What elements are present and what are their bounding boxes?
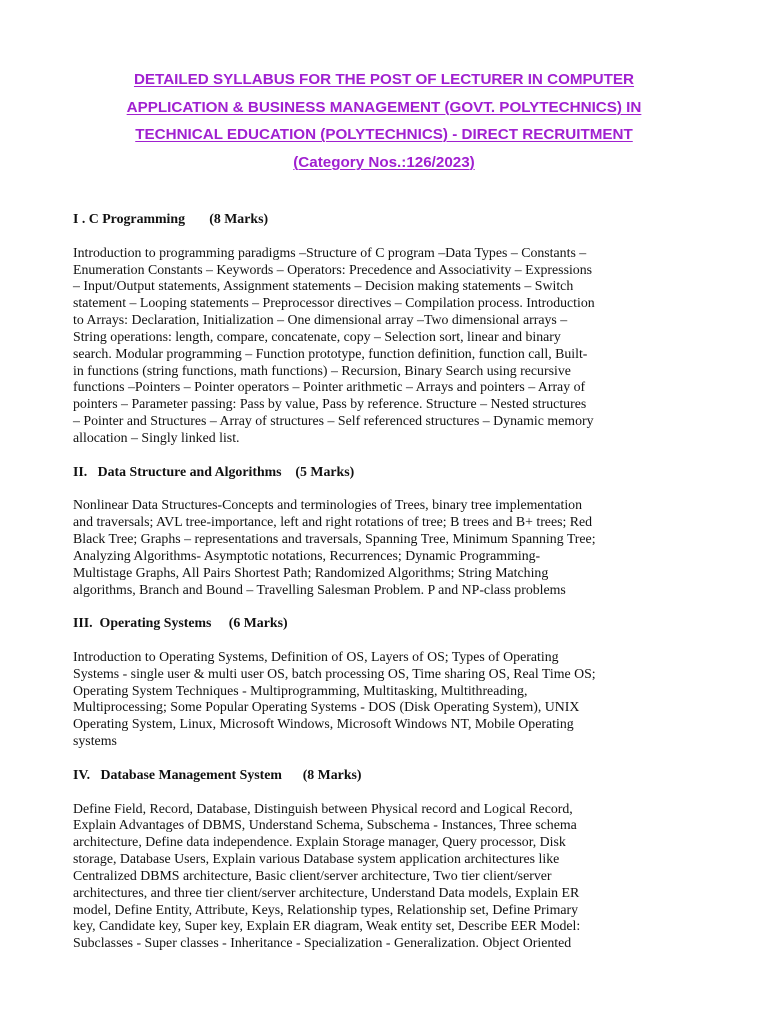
section-text-dbms [73, 801, 698, 953]
text-line: storage, Database Users, Explain various Database system application architectures like [73, 851, 560, 867]
section-heading-c-programming: I . C Programming (8 Marks) [73, 211, 269, 226]
text-line: String operations: length, compare, concatenate, copy – Selection sort, linear and binary [73, 328, 561, 344]
text-line: pointers – Parameter passing: Pass by value, Pass by reference. Structure – Nested structures [73, 396, 587, 412]
text-line: Black Tree; Graphs – representations and traversals, Spanning Tree, Minimum Spanning Tree; [73, 531, 596, 547]
text-line: Introduction to programming paradigms –Structure of C program –Data Types – Constants – [73, 244, 587, 260]
title-line: APPLICATION & BUSINESS MANAGEMENT (GOVT. POLYTECHNICS) IN [126, 98, 642, 116]
title-line: (Category Nos.:126/2023) [293, 153, 475, 171]
section-heading-dbms: IV. Database Management System (8 Marks) [73, 766, 362, 782]
text-line: allocation – Singly linked list. [73, 429, 240, 445]
text-line: in functions (string functions, math functions) – Recursion, Binary Search using recursive [73, 362, 571, 378]
text-line: functions –Pointers – Pointer operators – Pointer arithmetic – Arrays and pointers – Array of [73, 379, 586, 395]
text-line: Define Field, Record, Database, Distinguish between Physical record and Logical Record, [73, 800, 573, 816]
text-line: – Pointer and Structures – Array of structures – Self referenced structures – Dynamic memory [73, 413, 594, 429]
section-heading-operating-systems: III. Operating Systems (6 Marks) [73, 615, 288, 631]
text-line: search. Modular programming – Function prototype, function definition, function call, Built- [73, 345, 588, 361]
section-heading-data-structures: II. Data Structure and Algorithms (5 Marks) [73, 463, 355, 479]
text-line: Operating System Techniques - Multiprogramming, Multitasking, Multithreading, [73, 682, 528, 698]
text-line: algorithms, Branch and Bound – Travelling Salesman Problem. P and NP-class problems [73, 581, 566, 597]
text-line: Subclasses - Super classes - Inheritance - Specialization - Generalization. Object Oriented [73, 935, 572, 951]
text-line: Explain Advantages of DBMS, Understand Schema, Subschema - Instances, Three schema [73, 817, 577, 833]
document-title [60, 66, 708, 176]
text-line: key, Candidate key, Super key, Explain ER diagram, Weak entity set, Describe EER Model: [73, 918, 581, 934]
text-line: Nonlinear Data Structures-Concepts and terminologies of Trees, binary tree implementation [73, 497, 583, 513]
text-line: to Arrays: Declaration, Initialization – One dimensional array –Two dimensional arrays – [73, 312, 568, 328]
section-text-data-structures [73, 497, 698, 598]
section-text-operating-systems [73, 649, 698, 750]
syllabus-body [73, 211, 698, 952]
text-line: Centralized DBMS architecture, Basic client/server architecture, Two tier client/server [73, 867, 552, 883]
title-line: DETAILED SYLLABUS FOR THE POST OF LECTURER IN COMPUTER [133, 71, 635, 88]
text-line: architecture, Define data independence. Explain Storage manager, Query processor, Disk [73, 834, 566, 850]
text-line: – Input/Output statements, Assignment statements – Decision making statements – Switch [73, 278, 574, 294]
section-text-c-programming [73, 245, 698, 447]
text-line: Introduction to Operating Systems, Definition of OS, Layers of OS; Types of Operating [73, 648, 559, 664]
text-line: model, Define Entity, Attribute, Keys, Relationship types, Relationship set, Define Primary [73, 901, 579, 917]
text-line: systems [73, 733, 117, 749]
text-line: Analyzing Algorithms- Asymptotic notations, Recurrences; Dynamic Programming- [73, 547, 541, 563]
text-line: and traversals; AVL tree-importance, left and right rotations of tree; B trees and B+ trees; Red [73, 514, 593, 530]
text-line: Operating System, Linux, Microsoft Windows, Microsoft Windows NT, Mobile Operating [73, 716, 574, 732]
text-line: statement – Looping statements – Preprocessor directives – Compilation process. Introduction [73, 295, 595, 311]
text-line: Multistage Graphs, All Pairs Shortest Path; Randomized Algorithms; String Matching [73, 564, 549, 580]
text-line: Enumeration Constants – Keywords – Operators: Precedence and Associativity – Expressions [73, 261, 593, 277]
text-line: architectures, and three tier client/server architecture, Understand Data models, Explain ER [73, 884, 580, 900]
title-line: TECHNICAL EDUCATION (POLYTECHNICS) - DIRECT RECRUITMENT [135, 126, 633, 143]
text-line: Systems - single user & multi user OS, batch processing OS, Time sharing OS, Real Time OS; [73, 665, 596, 681]
text-line: Multiprocessing; Some Popular Operating Systems - DOS (Disk Operating System), UNIX [73, 699, 580, 715]
